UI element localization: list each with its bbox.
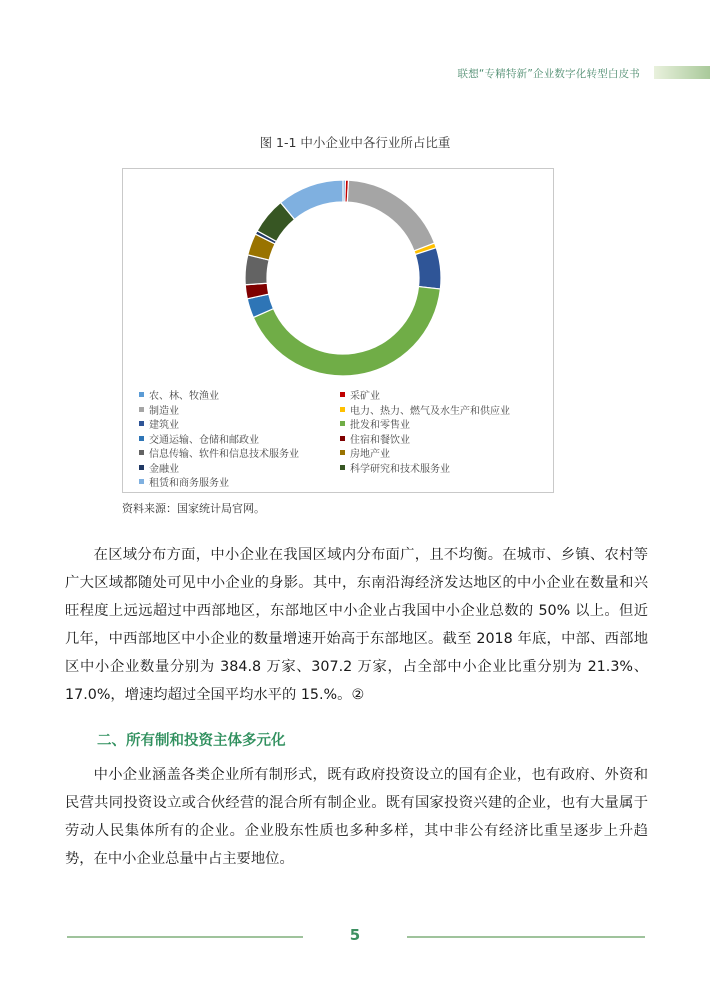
legend-item (340, 448, 390, 461)
legend-item (139, 419, 179, 432)
header-title: 联想“专精特新”企业数字化转型白皮书 (457, 68, 640, 80)
legend-label: 制造业 (149, 405, 179, 417)
legend-marker (139, 392, 144, 397)
legend-marker (139, 407, 144, 412)
legend-label: 金融业 (149, 463, 179, 475)
donut-slice-6 (253, 287, 440, 376)
legend-label: 房地产业 (350, 449, 390, 460)
legend-label: 采矿业 (350, 391, 380, 402)
legend-label: 科学研究和技术服务业 (350, 463, 450, 475)
legend-label: 建筑业 (149, 420, 179, 431)
legend-label: 租赁和商务服务业 (149, 478, 229, 489)
legend-marker (340, 465, 345, 470)
legend-marker (139, 450, 144, 455)
donut-slice-13 (281, 180, 343, 219)
legend-label: 农、林、牧渔业 (149, 391, 219, 402)
legend-marker (139, 479, 144, 484)
section-heading: 二、所有制和投资主体多元化 (97, 733, 286, 749)
legend-item (340, 434, 410, 447)
donut-slice-5 (415, 248, 441, 289)
legend-label: 住宿和餐饮业 (350, 434, 410, 446)
legend-item (139, 434, 259, 447)
legend-item (139, 405, 179, 418)
legend-label: 交通运输、仓储和邮政业 (149, 434, 259, 446)
legend-label: 批发和零售业 (350, 420, 410, 431)
legend-marker (340, 421, 345, 426)
donut-chart (123, 169, 553, 389)
figure-title: 图 1-1 中小企业中各行业所占比重 (259, 135, 451, 150)
legend-marker (139, 436, 144, 441)
donut-slice-3 (347, 180, 434, 251)
legend-item (139, 477, 229, 490)
legend-marker (340, 450, 345, 455)
legend-marker (139, 421, 144, 426)
legend-item (139, 448, 299, 461)
legend-item (139, 390, 219, 403)
legend-marker (340, 392, 345, 397)
legend-item (340, 419, 410, 432)
paragraph-region-distribution: 在区域分布方面，中小企业在我国区域内分布面广，且不均衡。在城市、乡镇、农村等广大区域都随处可见中小企业的身影。其中，东南沿海经济发达地区的中小企业在数量和兴旺程度上远远超过中西部地区，东部地区中小企业占我国中小企业总数的 50% 以上。但近几年，中西部地区中小企业的数量增速开始高于东部地区。截至 2018 年底，中部、西部地区中小企业数量分别为 384.8 万家、307.2 万家，占全部中小企业比重分别为 21.3%、17.0%，增速均超过全国平均水平的 15.%。② (65, 547, 648, 703)
chart-frame (122, 168, 554, 493)
page-number: 5 (349, 926, 361, 944)
figure-source: 资料来源：国家统计局官网。 (122, 502, 265, 515)
legend-item (340, 463, 450, 476)
legend-marker (139, 465, 144, 470)
legend-item (139, 463, 179, 476)
paragraph-ownership: 中小企业涵盖各类企业所有制形式，既有政府投资设立的国有企业，也有政府、外资和民营共同投资设立或合伙经营的混合所有制企业。既有国家投资兴建的企业，也有大量属于劳动人民集体所有的企业。企业股东性质也多种多样，其中非公有经济比重呈逐步上升趋势，在中小企业总量中占主要地位。 (65, 767, 648, 867)
legend-marker (340, 436, 345, 441)
legend-label: 信息传输、软件和信息技术服务业 (149, 449, 299, 460)
footer-line-right (407, 936, 645, 938)
legend-item (340, 390, 380, 403)
legend-marker (340, 407, 345, 412)
legend-label: 电力、热力、燃气及水生产和供应业 (350, 405, 510, 417)
header-accent-bar (654, 66, 710, 79)
legend-item (340, 405, 510, 418)
